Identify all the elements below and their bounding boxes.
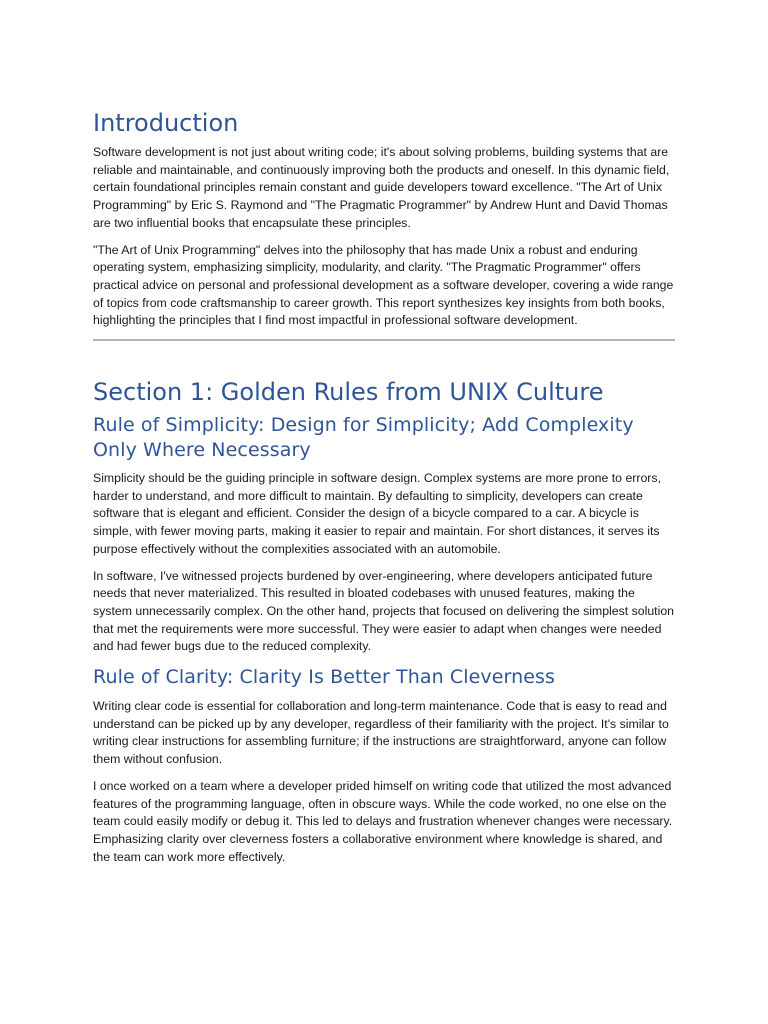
rule-of-clarity-heading: Rule of Clarity: Clarity Is Better Than Cleverness (93, 666, 556, 689)
section-1-heading: Section 1: Golden Rules from UNIX Culture (93, 378, 604, 407)
rule-of-simplicity-paragraph-2: In software, I've witnessed projects burdened by over-engineering, where developers anticipated future needs that never materialized. This resulted in bloated codebases with unused features, making the system unnecessarily complex. On the other hand, projects that focused on delivering the simplest solution that met the requirements were more successful. They were easier to adapt when changes were needed and had fewer bugs due to the reduced complexity. (93, 568, 674, 654)
document-page (93, 108, 675, 875)
rule-of-simplicity-heading: Rule of Simplicity: Design for Simplicity; Add Complexity Only Where Necessary (93, 414, 634, 462)
introduction-paragraph-1: Software development is not just about writing code; it's about solving problems, building systems that are reliable and maintainable, and continuously improving both the products and oneself. In this dynamic field, certain foundational principles remain constant and guide developers toward excellence. "The Art of Unix Programming" by Eric S. Raymond and "The Pragmatic Programmer" by Andrew Hunt and David Thomas are two influential books that encapsulate these principles. (93, 145, 670, 230)
introduction-heading: Introduction (93, 109, 239, 137)
rule-of-clarity-paragraph-1: Writing clear code is essential for collaboration and long-term maintenance. Code that is easy to read and understand can be picked up by any developer, regardless of their familiarity with the project. It's similar to writing clear instructions for assembling furniture; if the instructions are straightforward, anyone can follow them without confusion. (93, 699, 669, 767)
rule-of-clarity-paragraph-2: I once worked on a team where a developer prided himself on writing code that utilized the most advanced features of the programming language, often in obscure ways. While the code worked, no one else on the team could easily modify or debug it. This led to delays and frustration whenever changes were necessary. Emphasizing clarity over cleverness fosters a collaborative environment where knowledge is shared, and the team can work more effectively. (93, 778, 673, 864)
introduction-paragraph-2: "The Art of Unix Programming" delves into the philosophy that has made Unix a robust and enduring operating system, emphasizing simplicity, modularity, and clarity. "The Pragmatic Programmer" offers practical advice on personal and professional development as a software developer, covering a wide range of topics from code craftsmanship to career growth. This report synthesizes key insights from both books, highlighting the principles that I find most impactful in professional software development. (93, 242, 674, 328)
section-divider (93, 339, 675, 341)
rule-of-simplicity-paragraph-1: Simplicity should be the guiding principle in software design. Complex systems are more prone to errors, harder to understand, and more difficult to maintain. By defaulting to simplicity, developers can create software that is elegant and efficient. Consider the design of a bicycle compared to a car. A bicycle is simple, with fewer moving parts, making it easier to repair and maintain. For short distances, it serves its purpose effectively without the complexities associated with an automobile. (93, 471, 661, 556)
